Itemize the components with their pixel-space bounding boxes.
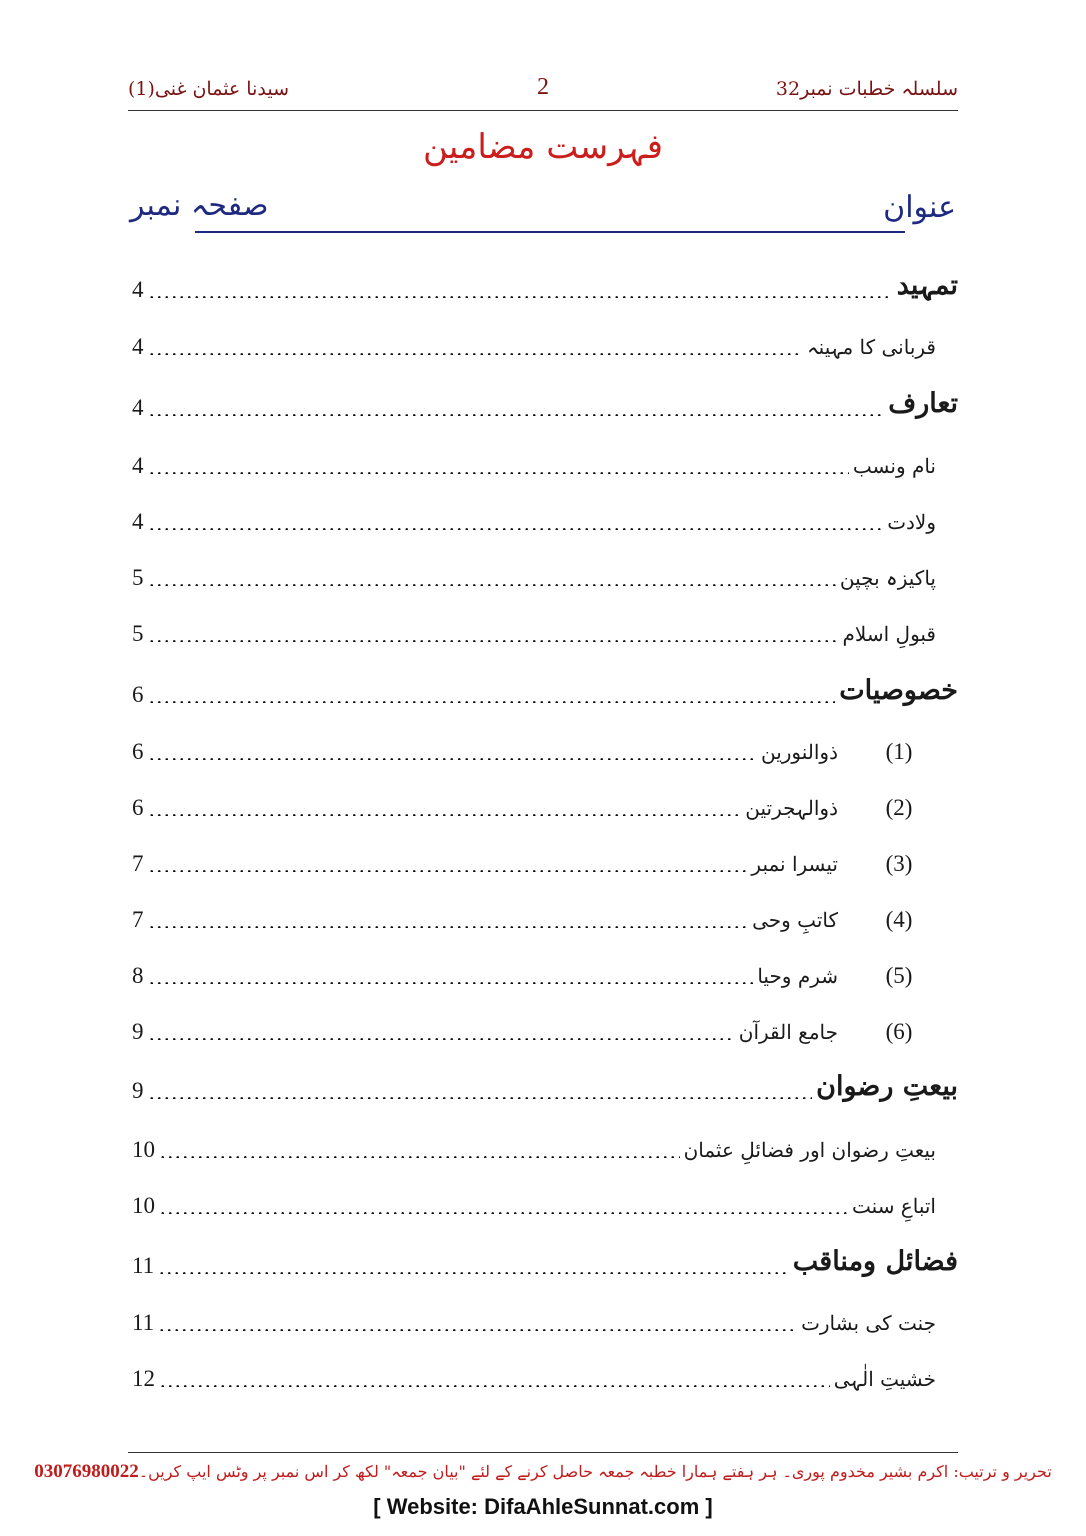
footer-credit-line [0,1461,1086,1483]
toc-leader-dots [159,1385,830,1387]
toc-leader-dots [148,926,749,928]
toc-entry [132,257,958,301]
toc-entry [132,1346,958,1390]
toc-entry-number: (1) [885,739,913,764]
toc-entry [132,601,958,645]
toc-entry-title: خصوصیات [839,675,958,707]
header-divider [128,110,958,111]
header-subject: سیدنا عثمان غنی(1) [128,78,290,100]
toc-page-number: 4 [132,395,144,420]
toc-entry-title: کاتبِ وحی [752,908,838,932]
toc-page-number: 4 [132,509,144,534]
toc-entry [132,887,958,931]
toc-entry-title: قربانی کا مہینہ [806,335,936,359]
toc-page-number: 12 [132,1366,155,1391]
toc-page-number: 8 [132,963,144,988]
toc-leader-dots [148,414,885,416]
toc-page-number: 4 [132,453,144,478]
column-heading-topic: عنوان [883,190,956,225]
toc-leader-dots [148,758,757,760]
toc-entry-title: ذوالہجرتین [745,796,838,820]
toc-entry-title: ذوالنورین [760,740,838,764]
footer-credit: تحریر و ترتیب: اکرم بشیر مخدوم پوری۔ ہر ہفتے ہمارا خطبہ جمعہ حاصل کرنے کے لئے "بیان جمعہ" لکھ کر اس نمبر پر وٹس ایپ کریں۔ [138,1462,1052,1481]
toc-entry [132,831,958,875]
toc-entry [132,1290,958,1334]
toc-leader-dots [148,982,754,984]
toc-entry-title: ولادت [887,510,936,534]
toc-entry-title: بیعتِ رضوان اور فضائلِ عثمان [683,1138,936,1162]
toc-entry [132,999,958,1043]
toc-page-number: 5 [132,565,144,590]
toc-entry [132,1117,958,1161]
footer-website: [ Website: DifaAhleSunnat.com ] [373,1494,713,1519]
toc-leader-dots [148,640,839,642]
toc-entry-title: بیعتِ رضوان [816,1071,958,1103]
toc-entry-number: (4) [885,907,913,932]
toc-entry [132,1058,958,1102]
header-series: سلسلہ خطبات نمبر32 [775,78,958,100]
toc-entry-title: قبولِ اسلام [842,622,936,646]
toc-page-number: 5 [132,621,144,646]
toc-entry [132,719,958,763]
toc-leader-dots [148,353,803,355]
toc-entry-number: (3) [885,851,913,876]
toc-leader-dots [148,472,849,474]
toc-page-number: 11 [132,1253,155,1278]
toc-entry-title: اتباعِ سنت [852,1194,936,1218]
column-divider [195,231,905,233]
toc-page-number: 9 [132,1078,144,1103]
toc-leader-dots [148,814,742,816]
toc-leader-dots [148,701,836,703]
toc-page-number: 6 [132,682,144,707]
toc-entry-title: تیسرا نمبر [751,852,838,876]
toc-entry-title: جنت کی بشارت [801,1311,936,1335]
toc-entry [132,545,958,589]
toc-leader-dots [148,528,884,530]
toc-leader-dots [148,584,836,586]
toc-leader-dots [158,1272,789,1274]
toc-entry [132,433,958,477]
toc-entry [132,1233,958,1277]
column-heading-page: صفحہ نمبر [130,188,269,223]
toc-entry [132,375,958,419]
toc-entry-title: پاکیزہ بچپن [839,566,936,590]
toc-entry [132,775,958,819]
toc-page-number: 7 [132,851,144,876]
toc-leader-dots [158,1329,797,1331]
toc-entry-title: خشیتِ الٰہی [833,1367,936,1391]
toc-entry-title: تعارف [888,388,958,420]
toc-entry [132,1173,958,1217]
toc-entry [132,314,958,358]
toc-page-number: 4 [132,277,144,302]
toc-page-number: 11 [132,1310,155,1335]
toc-page-number: 10 [132,1137,155,1162]
toc-leader-dots [148,1038,735,1040]
toc-entry-title: نام ونسب [852,454,936,478]
toc-entry-title: شرم وحیا [757,964,838,988]
toc-entry-title: فضائل ومناقب [792,1246,958,1278]
toc-leader-dots [159,1212,848,1214]
toc-entry-title: جامع القرآن [738,1020,838,1044]
toc-page-number: 9 [132,1019,144,1044]
toc-entry [132,489,958,533]
toc-page-number: 10 [132,1193,155,1218]
toc-entry-number: (6) [885,1019,913,1044]
toc-leader-dots [148,1097,813,1099]
header-page-number: 2 [537,74,549,100]
toc-leader-dots [148,296,893,298]
toc-entry-number: (5) [885,963,913,988]
toc-page-number: 4 [132,334,144,359]
toc-page-number: 6 [132,739,144,764]
toc-entry-title: تمہید [896,270,958,302]
page-title: فہرست مضامین [422,127,664,167]
toc-entry [132,943,958,987]
toc-leader-dots [148,870,748,872]
toc-leader-dots [159,1156,680,1158]
footer-divider [128,1452,958,1453]
toc-page-number: 7 [132,907,144,932]
toc-page-number: 6 [132,795,144,820]
toc-entry [132,662,958,706]
toc-entry-number: (2) [885,795,913,820]
footer-phone: 03076980022 [34,1461,139,1482]
